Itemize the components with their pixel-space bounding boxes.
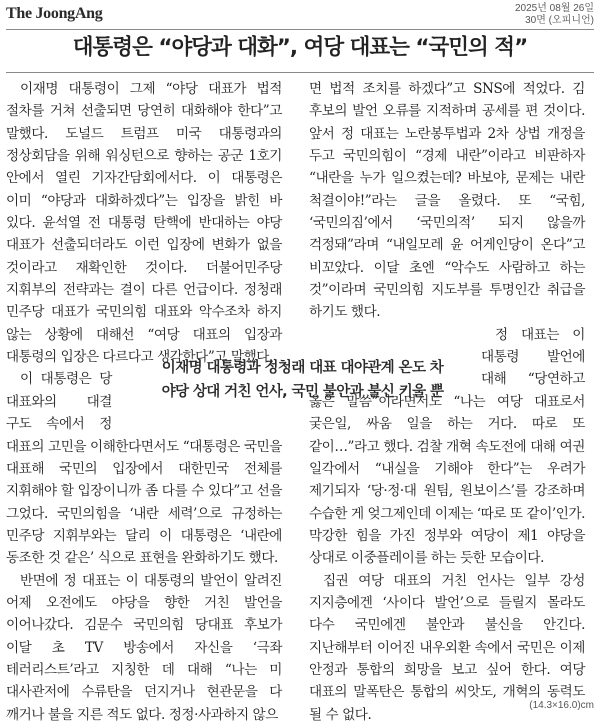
publication-date: 2025년 08월 26일 (514, 3, 594, 14)
paragraph: 집권 여당 대표의 거친 언사는 일부 강성 지지층에겐 ‘사이다 발언’으로 들릴지 몰라도 다수 국민에겐 불안과 불신을 안긴다. 지난해부터 이어진 내우외환 속에서 국민은 이제 안정과 통합의 희망을 보고 싶어 한다. 여당 대표의 말폭탄은 통합의 씨앗도, 개혁의 동력도 될 수 없다. (309, 572, 585, 723)
headline: 대통령은 “야당과 대화”, 여당 대표는 “국민의 적” (72, 35, 528, 60)
masthead (6, 3, 594, 27)
paragraph: 이재명 대통령이 그제 “야당 대표가 법적 절차를 거쳐 선출되면 당연히 대화해야 한다”고 말했다. 도널드 트럼프 미국 대통령과의 정상회담을 위해 워싱턴으로 향하는 공군 1호기 안에서 열린 기자간담회에서다. 이 대통령은 이미 “야당과 대화하겠다”는 입장을 밝힌 바 있다. 윤석열 전 대통령 탄핵에 반대하는 야당 대표가 선출되더라도 이런 입장에 변화가 없을 것이라고 재확인한 것이다. 더불어민주당 지휘부의 전략과는 결이 다른 언급이다. 정청래 민주당 대표가 국민의힘 대표와 악수조차 하지 않는 상황에 대해선 “여당 대표의 입장과 대통령의 입장은 다르다고 생각한다”고 말했다. (6, 81, 282, 366)
pull-quote-line: 이재명 대통령과 정청래 대표 대야관계 온도 차 (161, 360, 444, 376)
paragraph: 정 대표는 이 대통령 발언에 대해 “당연하고 옳은 말씀”이라면서도 “나는 여당 대표로서 궂은일, 싸움 일을 하는 거다. 따로 또 같이…”라고 했다. 검찰 개혁 속도전에 대해 여권 일각에서 “내실을 기해야 한다”는 우려가 제기되자 ‘당·정·대 원팀, 원보이스’를 강조하며 수습한 게 엊그제인데 이제는 ‘따로 또 같이’인가. 막강한 힘을 가진 정부와 여당이 제1 야당을 상대로 이중플레이를 하는 듯한 모습이다. (309, 326, 585, 567)
headline-rule (6, 72, 594, 73)
paragraph: 이 대통령은 당 대표와의 대결 구도 속에서 정 대표의 고민을 이해한다면서도 “대통령은 국민을 대표해 국민의 입장에서 대한민국 전체를 지휘해야 할 입장이니까 좀 다를 수 있다”고 선을 그었다. 국민의힘을 ‘내란 세력’으로 규정하는 민주당 지휘부와는 달리 이 대통령은 ‘내란에 동조한 것 같은’ 식으로 표현을 완화하기도 했다. (6, 371, 282, 567)
clipping-dimensions: (14.3×16.0)cm (529, 700, 594, 711)
pull-quote-line: 야당 상대 거친 언사, 국민 불안과 불신 키울 뿐 (161, 384, 444, 400)
pull-quote (140, 356, 465, 404)
paragraph: 면 법적 조치를 하겠다”고 SNS에 적었다. 김 후보의 발언 오류를 지적하며 공세를 편 것이다. 앞서 정 대표는 노란봉투법과 2차 상법 개정을 두고 국민의힘이 “경제 내란”이라고 비판하자 “내란을 누가 일으켰는데? 바보야, 문제는 내란 척결이야!”라는 글을 올렸다. 또 “국힘, ‘국민의짐’에서 ‘국민의적’ 되지 않을까 걱정돼”라며 “내일모레 윤 어게인당이 온다”고 비꼬았다. 이달 초엔 “악수도 사람하고 하는 것”이라며 국민의힘 지도부를 투명인간 취급을 하기도 했다. (309, 81, 585, 321)
publication-meta (515, 3, 594, 27)
page-section: 30면 (오피니언) (525, 15, 594, 26)
paragraph: 반면에 정 대표는 이 대통령의 발언이 알려진 어제 오전에도 야당을 향한 거친 발언을 이어나갔다. 김문수 국민의힘 당대표 후보가 이달 초 TV 방송에서 자신을 ‘극좌 테러리스트’라고 지칭한 데 대해 “나는 미 대사관저에 수류탄을 던지거나 현관문을 다 깨거나 불을 지른 적도 없다. 정정·사과하지 않으 (6, 572, 282, 723)
newspaper-logo: The JoongAng (6, 5, 103, 22)
